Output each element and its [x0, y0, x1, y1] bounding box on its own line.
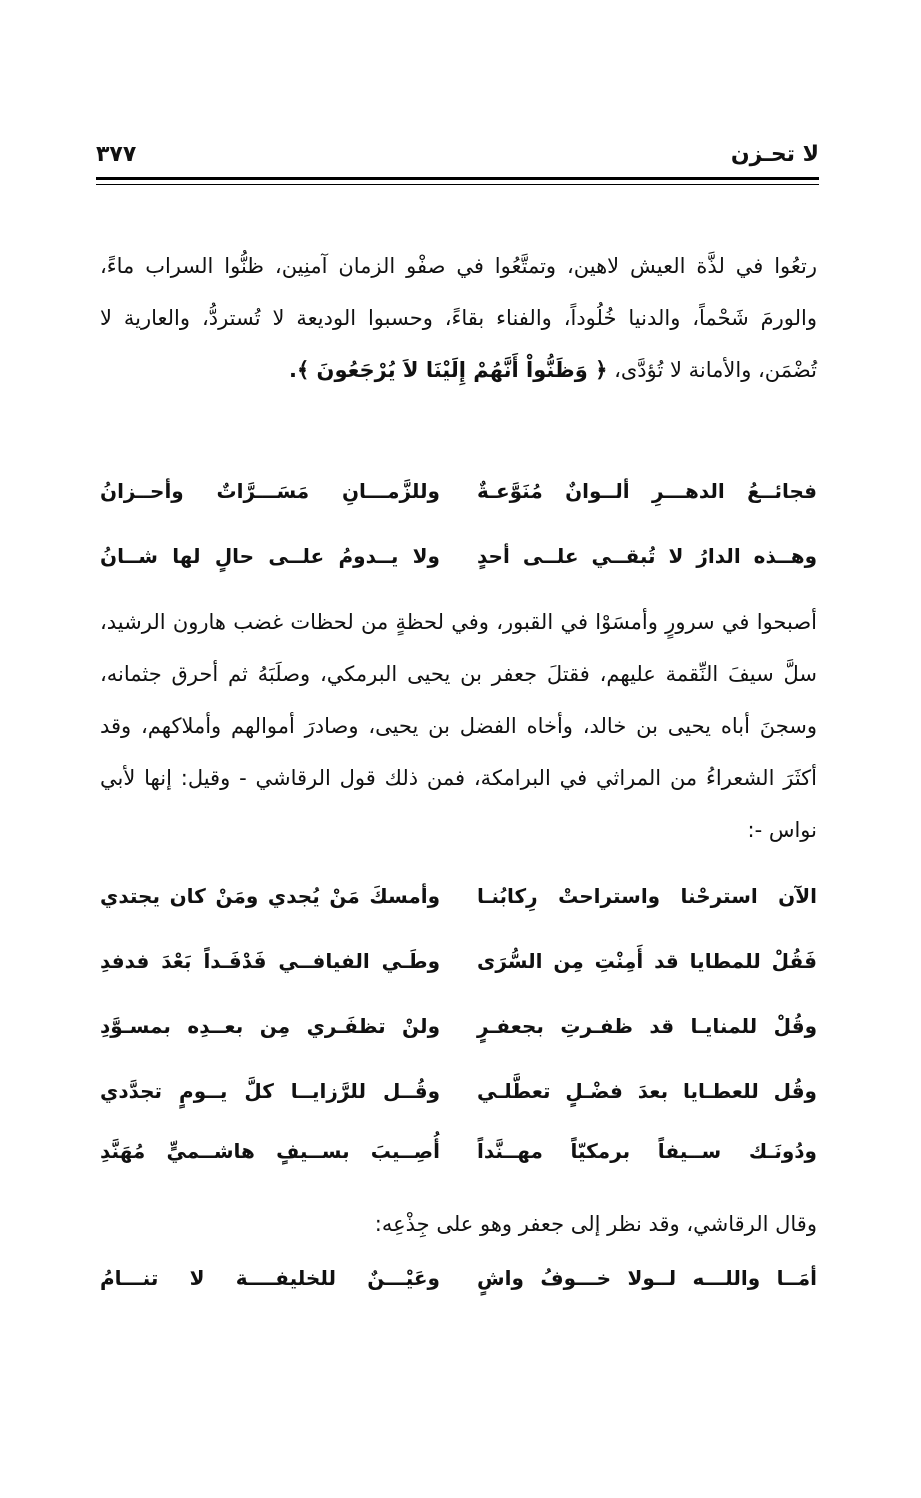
- verse-3-first-hemistich: الآن استرحْنا واستراحتْ رِكابُنـا: [477, 884, 817, 908]
- verse-7-second-hemistich: أُصِــيبَ بســيفٍ هاشــميٍّ مُهَنَّدِ: [100, 1139, 440, 1163]
- verse-1-second-hemistich: وللزَّمـــانِ مَسَـــرَّاتٌ وأحــزانُ: [100, 479, 440, 503]
- verse-2-first-hemistich: وهــذه الدارُ لا تُبقــي علــى أحدٍ: [477, 544, 817, 568]
- verse-line-3: [100, 876, 817, 916]
- header-rule-thick: [96, 177, 819, 180]
- verse-line-4: [100, 941, 817, 981]
- verse-line-7: [100, 1131, 817, 1171]
- verse-line-6: [100, 1071, 817, 1111]
- quran-verse: ﴿ وَظَنُّواْ أَنَّهُمْ إِلَيْنَا لاَ يُرْجَعُونَ ﴾.: [288, 358, 608, 382]
- verse-4-first-hemistich: فَقُلْ للمطايا قد أَمِنْتِ مِن السُّرَى: [477, 949, 817, 973]
- running-title: لا تحـزن: [730, 142, 819, 167]
- page-number: ٣٧٧: [96, 142, 137, 167]
- paragraph-3: وقال الرقاشي، وقد نظر إلى جعفر وهو على جِذْعِه:: [374, 1212, 817, 1236]
- verse-line-5: [100, 1006, 817, 1046]
- verse-1-first-hemistich: فجائــعُ الدهـــرِ ألــوانٌ مُنَوَّعـةٌ: [477, 479, 817, 503]
- header-rule-thin: [96, 184, 819, 185]
- verse-7-first-hemistich: ودُونَـك ســيفاً برمكيّاً مهــنَّداً: [477, 1139, 817, 1163]
- page-header: [96, 140, 819, 176]
- verse-4-second-hemistich: وطَـي الفيافــي فَدْفَـداً بَعْدَ فدفدِ: [100, 949, 440, 973]
- verse-6-first-hemistich: وقُل للعطـايا بعدَ فضْـلٍ تعطَّلـي: [477, 1079, 817, 1103]
- paragraph-1: [100, 240, 817, 396]
- verse-6-second-hemistich: وقُــل للرَّزايــا كلَّ يــومٍ تجدَّدي: [100, 1079, 440, 1103]
- verse-8-second-hemistich: وعَيْـــنٌ للخليفــــة لا تنـــامُ: [100, 1266, 440, 1290]
- verse-5-second-hemistich: ولنْ تظفَـري مِن بعــدِه بمسـوَّدِ: [100, 1014, 440, 1038]
- verse-line-1: [100, 471, 817, 511]
- verse-line-2: [100, 536, 817, 576]
- verse-3-second-hemistich: وأمسكَ مَنْ يُجدي ومَنْ كان يجتدي: [100, 884, 440, 908]
- verse-line-8: [100, 1258, 817, 1298]
- verse-5-first-hemistich: وقُلْ للمنايـا قد ظفـرتِ بجعفـرٍ: [477, 1014, 817, 1038]
- paragraph-1-text: رتعُوا في لذَّة العيش لاهين، وتمتَّعُوا في صفْو الزمان آمنِين، ظنُّوا السراب ماءً، والورمَ شَحْماً، والدنيا خُلُوداً، والفناء بقاءً، وحسبوا الوديعة لا تُستردُّ، والعارية لا تُضْمَن، والأمانة لا تُؤدَّى،: [100, 254, 817, 382]
- paragraph-2: أصبحوا في سرورٍ وأمسَوْا في القبور، وفي لحظةٍ من لحظات غضب هارون الرشيد، سلَّ سيفَ النِّقمة عليهم، فقتلَ جعفر بن يحيى البرمكي، وصلَبَهُ ثم أحرق جثمانه، وسجنَ أباه يحيى بن خالد، وأخاه الفضل بن يحيى، وصادرَ أموالهم وأملاكهم، وقد أكثَرَ الشعراءُ من المراثي في البرامكة، فمن ذلك قول الرقاشي - وقيل: إنها لأبي نواس -:: [100, 610, 817, 842]
- verse-2-second-hemistich: ولا يــدومُ علــى حالٍ لها شــانُ: [100, 544, 440, 568]
- verse-8-first-hemistich: أمَــا واللـــه لــولا خـــوفُ واشٍ: [477, 1266, 817, 1290]
